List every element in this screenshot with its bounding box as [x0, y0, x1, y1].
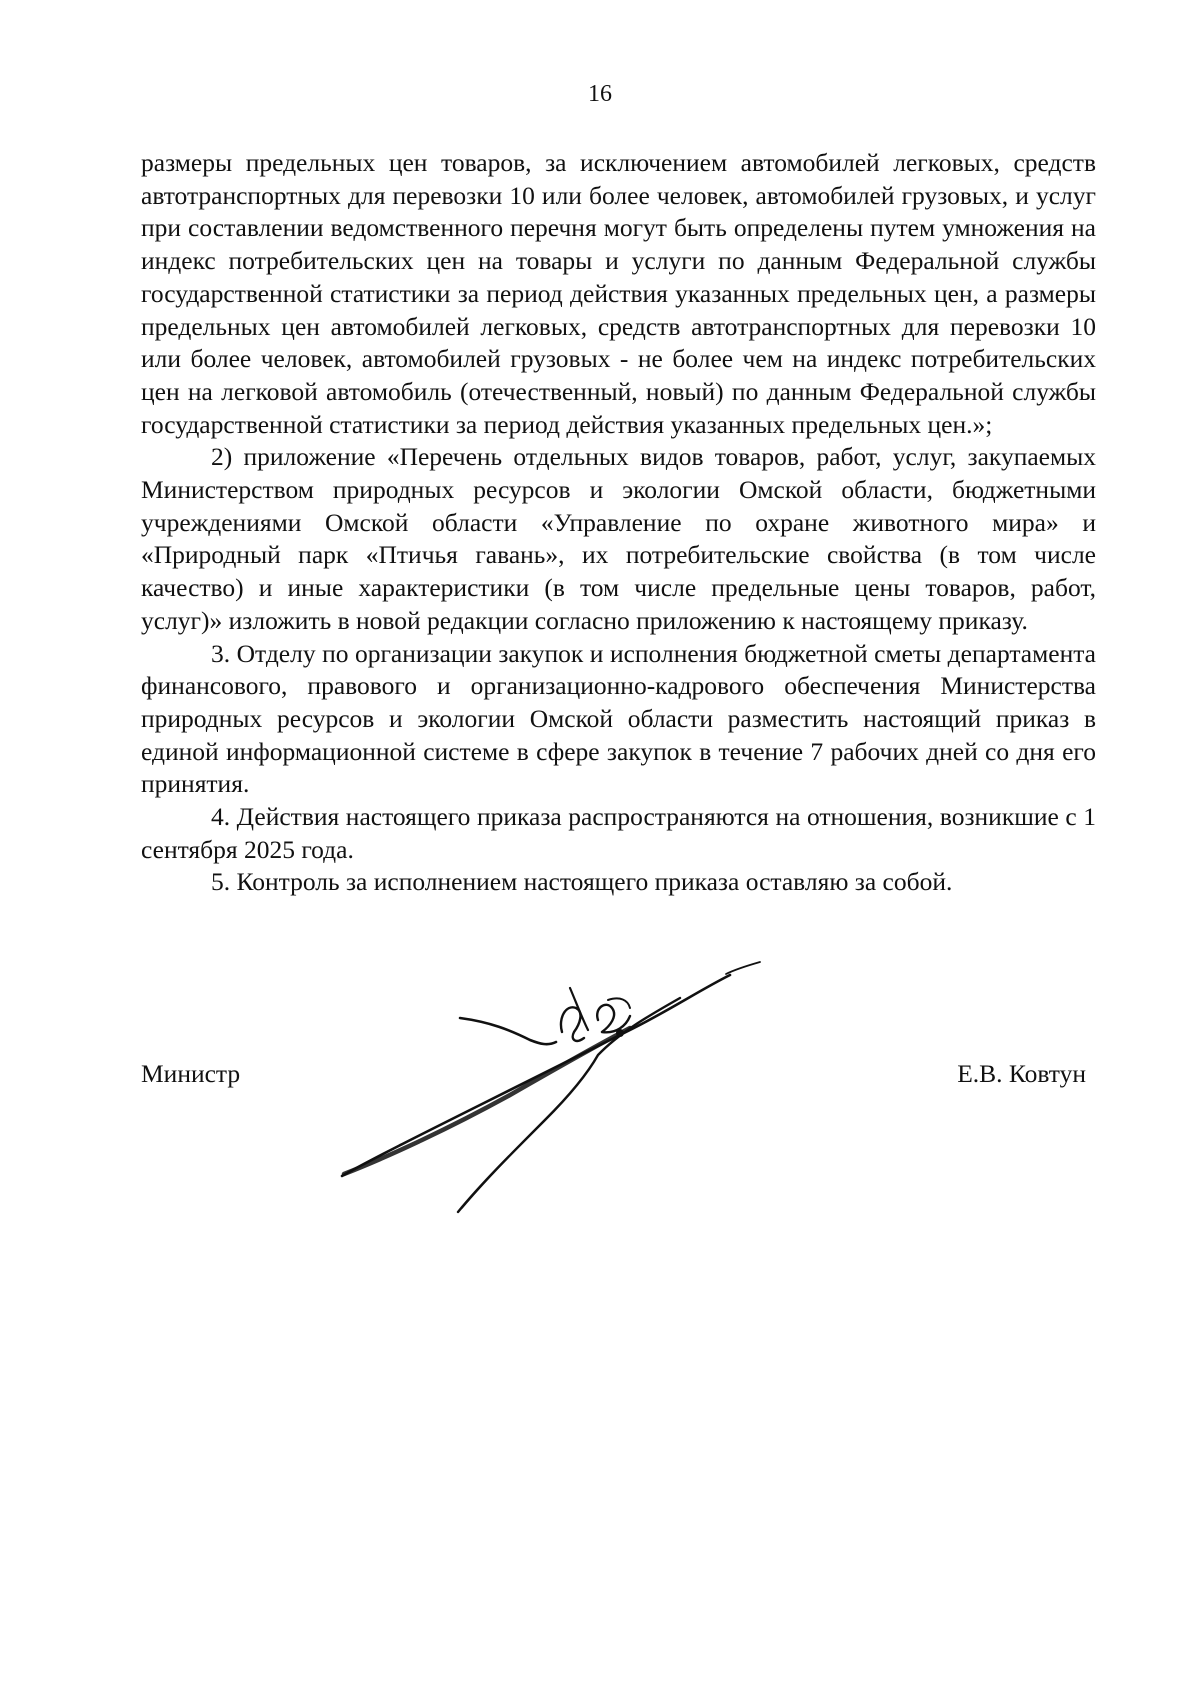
page-number: 16 [588, 81, 612, 107]
paragraph-continuation: размеры предельных цен товаров, за исключением автомобилей легковых, средств автотранспортных для перевозки 10 или более человек, автомобилей грузовых, и услуг при составлении ведомственного перечня могут быть определены путем умножения на индекс потребительских цен на товары и услуги по данным Федеральной службы государственной статистики за период действия указанных предельных цен, а размеры предельных цен автомобилей легковых, средств автотранспортных для перевозки 10 или более человек, автомобилей грузовых - не более чем на индекс потребительских цен на легковой автомобиль (отечественный, новый) по данным Федеральной службы государственной статистики за период действия указанных предельных цен.»; [141, 148, 1096, 439]
paragraph-item-2: 2) приложение «Перечень отдельных видов товаров, работ, услуг, закупаемых Министерством природных ресурсов и экологии Омской области, бюджетными учреждениями Омской области «Управление по охране животного мира» и «Природный парк «Птичья гавань», их потребительские свойства (в том числе качество) и иные характеристики (в том числе предельные цены товаров, работ, услуг)» изложить в новой редакции согласно приложению к настоящему приказу. [141, 442, 1096, 635]
paragraph-item-5: 5. Контроль за исполнением настоящего приказа оставляю за собой. [211, 867, 953, 897]
paragraph-item-3: 3. Отделу по организации закупок и исполнения бюджетной сметы департамента финансового, правового и организационно-кадрового обеспечения Министерства природных ресурсов и экологии Омской области разместить настоящий приказ в единой информационной системе в сфере закупок в течение 7 рабочих дней со дня его принятия. [141, 638, 1096, 799]
handwritten-signature [330, 960, 850, 1220]
signer-position: Министр [141, 1059, 241, 1088]
document-body [141, 147, 1096, 899]
signer-name: Е.В. Ковтун [957, 1059, 1086, 1088]
paragraph-item-4: 4. Действия настоящего приказа распространяются на отношения, возникшие с 1 сентября 2025 года. [141, 802, 1096, 864]
